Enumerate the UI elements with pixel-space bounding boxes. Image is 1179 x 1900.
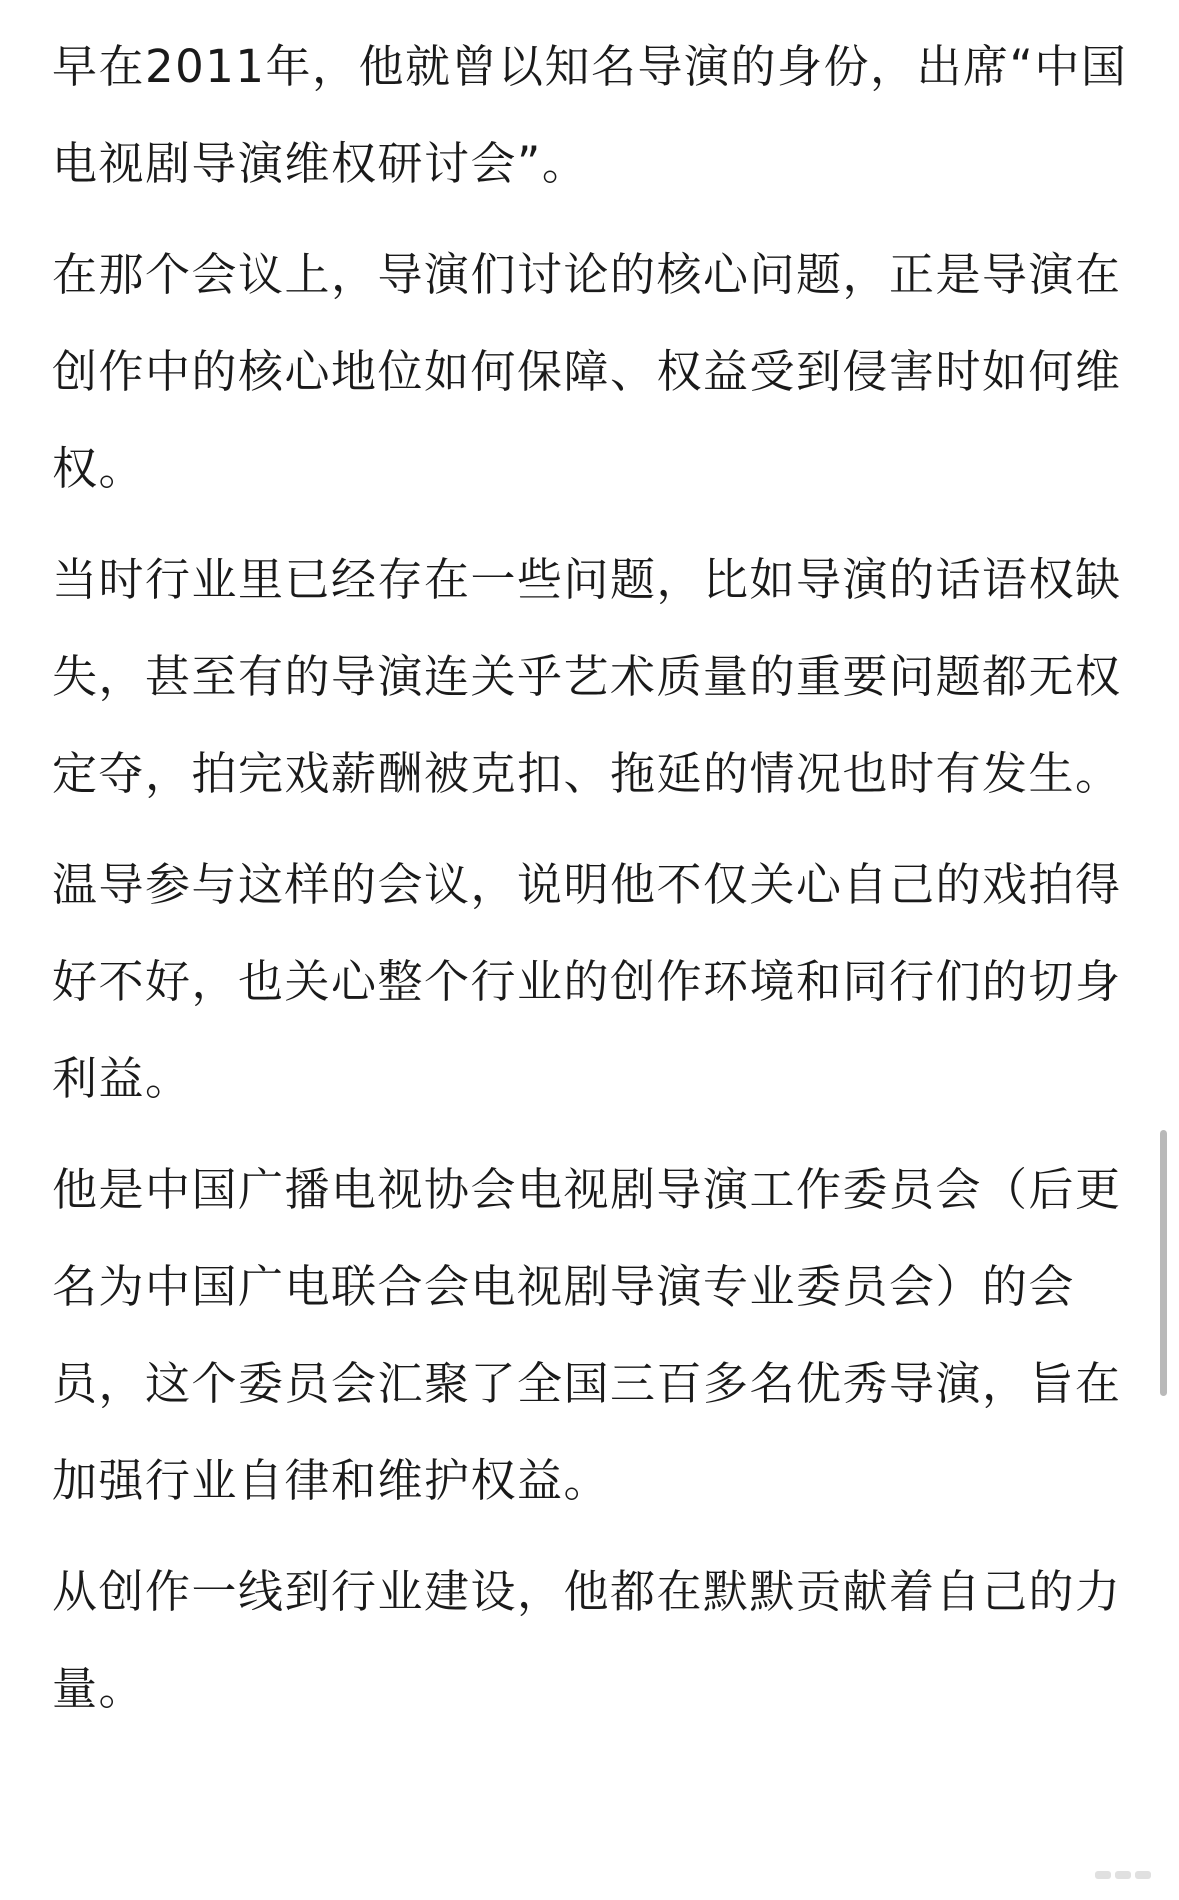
paragraph-2: 在那个会议上，导演们讨论的核心问题，正是导演在创作中的核心地位如何保障、权益受到侵害时如何维权。: [52, 248, 1122, 495]
paragraph-3: 当时行业里已经存在一些问题，比如导演的话语权缺失，甚至有的导演连关乎艺术质量的重要问题都无权定夺，拍完戏薪酬被克扣、拖延的情况也时有发生。: [52, 553, 1122, 800]
watermark-dots: [1095, 1866, 1167, 1888]
watermark-dot: [1135, 1871, 1151, 1879]
paragraph-5: 他是中国广播电视协会电视剧导演工作委员会（后更名为中国广电联合会电视剧导演专业委员会）的会员，这个委员会汇聚了全国三百多名优秀导演，旨在加强行业自律和维护权益。: [52, 1163, 1122, 1507]
paragraph-6: 从创作一线到行业建设，他都在默默贡献着自己的力量。: [52, 1565, 1122, 1715]
paragraph-1: 早在2011年，他就曾以知名导演的身份，出席“中国电视剧导演维权研讨会”。: [52, 40, 1128, 190]
watermark-dot: [1095, 1871, 1111, 1879]
article-body: [52, 18, 1132, 1751]
watermark-dot: [1115, 1871, 1131, 1879]
paragraph-4: 温导参与这样的会议，说明他不仅关心自己的戏拍得好不好，也关心整个行业的创作环境和同行们的切身利益。: [52, 858, 1122, 1105]
scrollbar-thumb[interactable]: [1160, 1130, 1167, 1396]
